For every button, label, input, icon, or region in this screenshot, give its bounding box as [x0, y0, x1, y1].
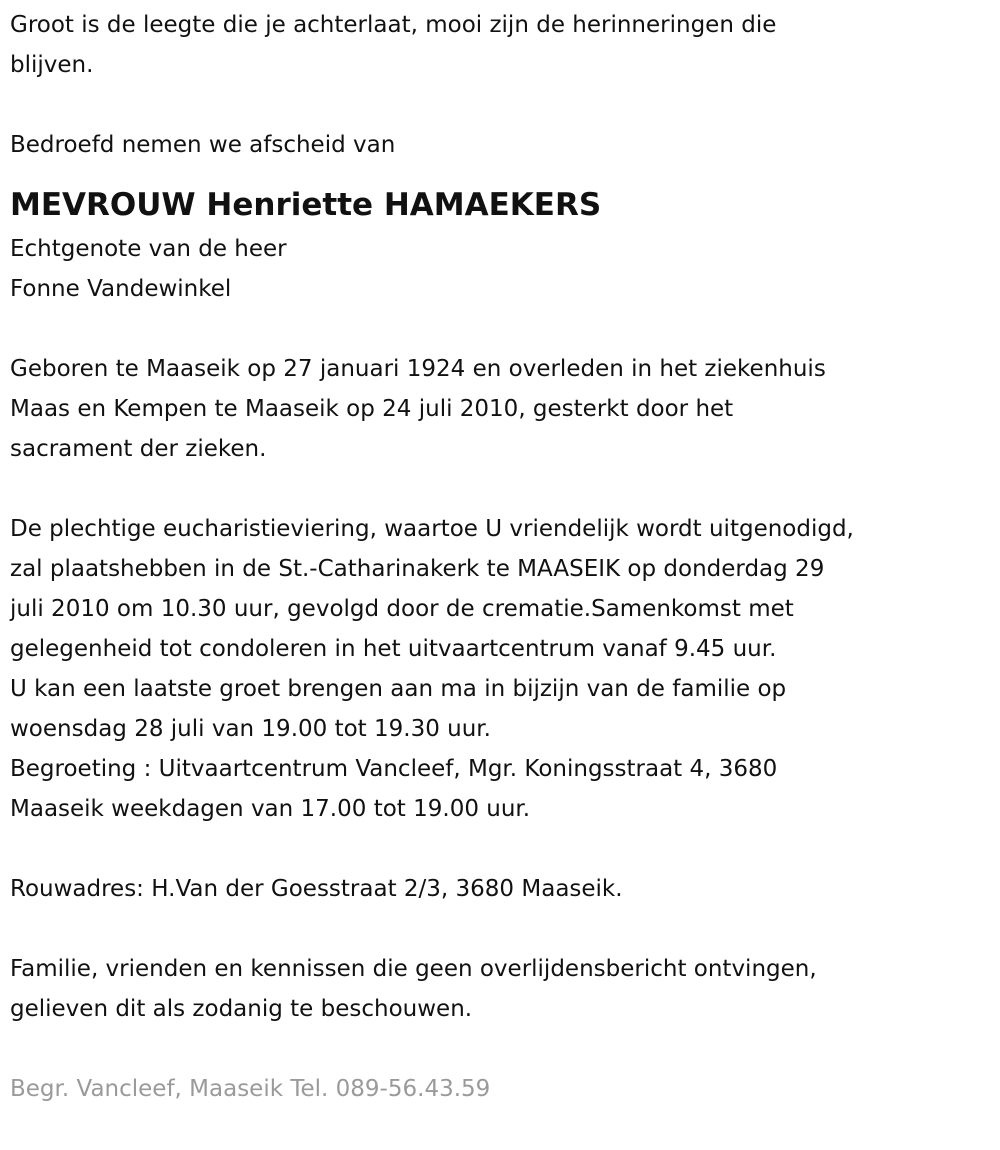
text-line: Begroeting : Uitvaartcentrum Vancleef, Mgr. Koningsstraat 4, 3680: [10, 756, 778, 782]
text-line: Groot is de leegte die je achterlaat, mooi zijn de herinneringen die: [10, 12, 777, 38]
text-line: juli 2010 om 10.30 uur, gevolgd door de crematie.Samenkomst met: [10, 596, 794, 622]
text-line: zal plaatshebben in de St.-Catharinakerk te MAASEIK op donderdag 29: [10, 556, 825, 582]
text-line: Familie, vrienden en kennissen die geen overlijdensbericht ontvingen,: [10, 956, 817, 982]
text-line: Fonne Vandewinkel: [10, 276, 232, 302]
text-line: Maas en Kempen te Maaseik op 24 juli 2010, gesterkt door het: [10, 396, 734, 422]
text-line: Echtgenote van de heer: [10, 236, 287, 262]
intro-paragraph: [10, 5, 1000, 85]
mourning-address: Rouwadres: H.Van der Goesstraat 2/3, 3680 Maaseik.: [10, 876, 623, 902]
text-line: gelegenheid tot condoleren in het uitvaartcentrum vanaf 9.45 uur.: [10, 636, 777, 662]
text-line: sacrament der zieken.: [10, 436, 267, 462]
text-line: gelieven dit als zodanig te beschouwen.: [10, 996, 473, 1022]
funeral-home-footer: Begr. Vancleef, Maaseik Tel. 089-56.43.59: [10, 1076, 491, 1102]
text-line: De plechtige eucharistieviering, waartoe U vriendelijk wordt uitgenodigd,: [10, 516, 854, 542]
deceased-name: MEVROUW Henriette HAMAEKERS: [10, 187, 602, 223]
ceremony-paragraph: [10, 509, 1000, 829]
text-line: Geboren te Maaseik op 27 januari 1924 en overleden in het ziekenhuis: [10, 356, 826, 382]
text-line: Maaseik weekdagen van 17.00 tot 19.00 uur.: [10, 796, 531, 822]
text-line: U kan een laatste groet brengen aan ma in bijzijn van de familie op: [10, 676, 787, 702]
spouse-paragraph: [10, 229, 1000, 309]
text-line: woensdag 28 juli van 19.00 tot 19.30 uur.: [10, 716, 491, 742]
birth-death-paragraph: [10, 349, 1000, 469]
text-line: blijven.: [10, 52, 94, 78]
announcement-text: Bedroefd nemen we afscheid van: [10, 132, 396, 158]
notice-paragraph: [10, 949, 1000, 1029]
